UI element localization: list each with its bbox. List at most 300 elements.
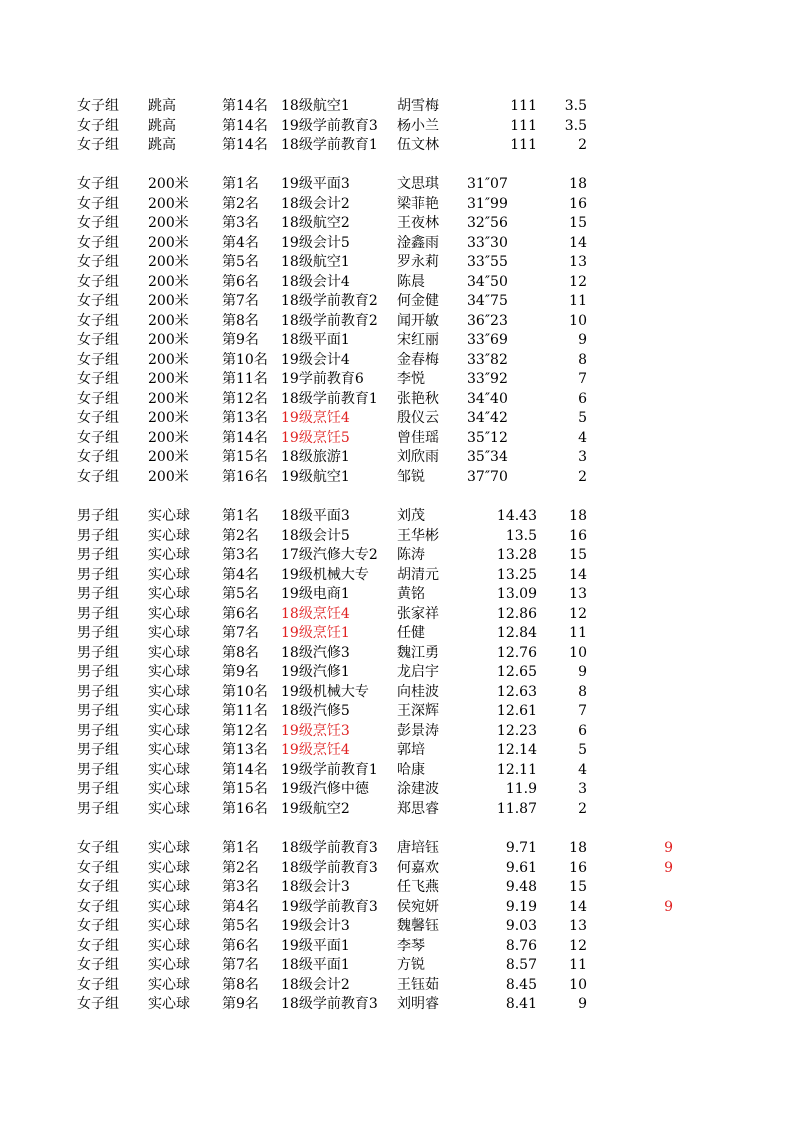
result-cell: 9.48: [505, 879, 537, 895]
section-shot-women: [0, 839, 793, 1015]
rank-cell: 第11名: [222, 703, 268, 719]
points-cell: 11: [569, 957, 587, 973]
group-cell: 男子组: [77, 800, 119, 817]
section-shot-men: [0, 507, 793, 819]
group-cell: 女子组: [77, 98, 119, 114]
group-cell: 女子组: [77, 137, 119, 153]
athlete-name-cell: 向桂波: [397, 683, 439, 700]
event-cell: 跳高: [148, 137, 176, 153]
table-row: [0, 859, 793, 879]
class-cell: 19级平面1: [281, 937, 350, 954]
class-cell: 19级学前教育3: [281, 898, 378, 915]
points-cell: 10: [569, 312, 587, 329]
event-cell: 实心球: [148, 996, 190, 1012]
group-cell: 女子组: [77, 918, 119, 934]
group-cell: 男子组: [77, 683, 119, 700]
class-cell: 19级汽修1: [281, 664, 350, 680]
table-row: [0, 937, 793, 957]
rank-cell: 第16名: [222, 800, 268, 817]
group-cell: 男子组: [77, 566, 119, 583]
athlete-name-cell: 闻开敏: [397, 312, 439, 329]
table-row: [0, 546, 793, 566]
event-cell: 实心球: [148, 976, 190, 993]
group-cell: 女子组: [77, 351, 119, 368]
group-cell: 女子组: [77, 879, 119, 895]
athlete-name-cell: 何嘉欢: [397, 859, 439, 876]
group-cell: 女子组: [77, 293, 119, 309]
event-cell: 200米: [148, 390, 189, 407]
points-cell: 6: [578, 390, 587, 407]
athlete-name-cell: 杨小兰: [397, 117, 439, 134]
class-cell: 19级烹饪5: [281, 429, 350, 446]
points-cell: 9: [578, 996, 587, 1012]
athlete-name-cell: 梁菲艳: [397, 195, 439, 212]
points-cell: 15: [569, 215, 587, 231]
time-cell: 34″75: [467, 293, 508, 309]
time-cell: 35″12: [467, 429, 508, 446]
athlete-name-cell: 殷仪云: [397, 410, 439, 426]
group-cell: 女子组: [77, 254, 119, 270]
athlete-name-cell: 宋红丽: [397, 332, 439, 348]
table-row: [0, 448, 793, 468]
rank-cell: 第13名: [222, 742, 268, 758]
class-cell: 19级会计3: [281, 918, 350, 934]
group-cell: 男子组: [77, 722, 119, 739]
table-row: [0, 898, 793, 918]
points-cell: 5: [578, 742, 587, 758]
points-cell: 15: [569, 547, 587, 563]
class-cell: 19级学前教育1: [281, 761, 378, 778]
result-cell: 111: [510, 98, 537, 114]
group-cell: 男子组: [77, 781, 119, 797]
time-cell: 33″55: [467, 254, 508, 270]
event-cell: 实心球: [148, 566, 190, 583]
points-cell: 8: [578, 683, 587, 700]
points-cell: 4: [578, 761, 587, 778]
group-cell: 女子组: [77, 312, 119, 329]
time-cell: 33″82: [467, 351, 508, 368]
table-row: [0, 741, 793, 761]
points-cell: 6: [578, 722, 587, 739]
result-cell: 12.14: [496, 742, 537, 758]
rank-cell: 第2名: [222, 859, 259, 876]
athlete-name-cell: 陈涛: [397, 547, 425, 563]
time-cell: 33″69: [467, 332, 508, 348]
group-cell: 男子组: [77, 586, 119, 602]
event-cell: 实心球: [148, 859, 190, 876]
result-cell: 9.03: [505, 918, 537, 934]
event-cell: 跳高: [148, 98, 176, 114]
group-cell: 男子组: [77, 703, 119, 719]
class-cell: 18级平面1: [281, 957, 350, 973]
result-cell: 8.41: [505, 996, 537, 1012]
group-cell: 女子组: [77, 195, 119, 212]
rank-cell: 第5名: [222, 918, 259, 934]
class-cell: 18级航空1: [281, 254, 350, 270]
points-cell: 15: [569, 879, 587, 895]
group-cell: 女子组: [77, 449, 119, 465]
table-row: [0, 136, 793, 156]
athlete-name-cell: 刘欣雨: [397, 449, 439, 465]
class-cell: 18级学前教育3: [281, 996, 378, 1012]
class-cell: 19级航空1: [281, 468, 350, 485]
athlete-name-cell: 罗永莉: [397, 254, 439, 270]
rank-cell: 第13名: [222, 410, 268, 426]
class-cell: 19级机械大专: [281, 683, 369, 700]
time-cell: 34″50: [467, 273, 508, 290]
group-cell: 女子组: [77, 996, 119, 1012]
group-cell: 男子组: [77, 742, 119, 758]
points-cell: 16: [569, 527, 587, 544]
athlete-name-cell: 何金健: [397, 293, 439, 309]
athlete-name-cell: 张艳秋: [397, 390, 439, 407]
rank-cell: 第6名: [222, 605, 259, 622]
table-row: [0, 409, 793, 429]
result-cell: 9.19: [505, 898, 537, 915]
points-cell: 11: [569, 625, 587, 641]
group-cell: 女子组: [77, 273, 119, 290]
result-cell: 12.23: [496, 722, 537, 739]
rank-cell: 第15名: [222, 449, 268, 465]
event-cell: 200米: [148, 371, 189, 387]
event-cell: 200米: [148, 468, 189, 485]
class-cell: 18级学前教育3: [281, 859, 378, 876]
event-cell: 200米: [148, 351, 189, 368]
table-row: [0, 429, 793, 449]
result-cell: 13.25: [496, 566, 537, 583]
event-cell: 200米: [148, 429, 189, 446]
rank-cell: 第5名: [222, 254, 259, 270]
group-cell: 女子组: [77, 957, 119, 973]
table-row: [0, 390, 793, 410]
event-cell: 实心球: [148, 703, 190, 719]
rank-cell: 第3名: [222, 879, 259, 895]
table-row: [0, 312, 793, 332]
points-cell: 16: [569, 195, 587, 212]
points-cell: 5: [578, 410, 587, 426]
table-row: [0, 292, 793, 312]
table-row: [0, 839, 793, 859]
event-cell: 200米: [148, 215, 189, 231]
points-cell: 10: [569, 644, 587, 661]
group-cell: 男子组: [77, 761, 119, 778]
class-cell: 19级航空2: [281, 800, 350, 817]
event-cell: 实心球: [148, 586, 190, 602]
table-row: [0, 683, 793, 703]
points-cell: 3: [578, 449, 587, 465]
result-cell: 11.87: [496, 800, 537, 817]
result-cell: 12.63: [496, 683, 537, 700]
event-cell: 200米: [148, 410, 189, 426]
rank-cell: 第12名: [222, 722, 268, 739]
points-cell: 13: [569, 254, 587, 270]
athlete-name-cell: 侯宛妍: [397, 898, 439, 915]
class-cell: 19学前教育6: [281, 371, 364, 387]
class-cell: 19级会计4: [281, 351, 350, 368]
group-cell: 女子组: [77, 937, 119, 954]
points-cell: 3.5: [564, 98, 587, 114]
table-row: [0, 175, 793, 195]
extra-mark-cell: 9: [664, 840, 673, 856]
athlete-name-cell: 李悦: [397, 371, 425, 387]
group-cell: 男子组: [77, 527, 119, 544]
class-cell: 18级汽修3: [281, 644, 350, 661]
athlete-name-cell: 胡雪梅: [397, 98, 439, 114]
event-cell: 实心球: [148, 781, 190, 797]
class-cell: 18级会计2: [281, 195, 350, 212]
event-cell: 200米: [148, 332, 189, 348]
athlete-name-cell: 文思琪: [397, 176, 439, 192]
result-cell: 12.61: [496, 703, 537, 719]
athlete-name-cell: 任健: [397, 625, 425, 641]
points-cell: 18: [569, 508, 587, 524]
event-cell: 实心球: [148, 508, 190, 524]
points-cell: 12: [569, 605, 587, 622]
event-cell: 200米: [148, 293, 189, 309]
extra-mark-cell: 9: [664, 898, 673, 915]
rank-cell: 第14名: [222, 761, 268, 778]
table-row: [0, 566, 793, 586]
group-cell: 女子组: [77, 390, 119, 407]
result-cell: 111: [510, 137, 537, 153]
table-row: [0, 253, 793, 273]
group-cell: 女子组: [77, 176, 119, 192]
athlete-name-cell: 彭景涛: [397, 722, 439, 739]
athlete-name-cell: 刘茂: [397, 508, 425, 524]
rank-cell: 第14名: [222, 429, 268, 446]
group-cell: 女子组: [77, 234, 119, 251]
result-cell: 8.45: [505, 976, 537, 993]
rank-cell: 第7名: [222, 625, 259, 641]
rank-cell: 第1名: [222, 508, 259, 524]
points-cell: 2: [578, 800, 587, 817]
event-cell: 实心球: [148, 605, 190, 622]
athlete-name-cell: 金春梅: [397, 351, 439, 368]
class-cell: 18级学前教育1: [281, 390, 378, 407]
result-cell: 12.84: [496, 625, 537, 641]
athlete-name-cell: 魏江勇: [397, 644, 439, 661]
points-cell: 12: [569, 937, 587, 954]
athlete-name-cell: 刘明睿: [397, 996, 439, 1012]
rank-cell: 第7名: [222, 957, 259, 973]
class-cell: 19级烹饪3: [281, 722, 350, 739]
class-cell: 19级烹饪4: [281, 410, 350, 426]
rank-cell: 第10名: [222, 683, 268, 700]
table-row: [0, 644, 793, 664]
result-cell: 12.86: [496, 605, 537, 622]
result-cell: 8.76: [505, 937, 537, 954]
result-cell: 9.61: [505, 859, 537, 876]
event-cell: 实心球: [148, 840, 190, 856]
athlete-name-cell: 伍文林: [397, 137, 439, 153]
points-cell: 18: [569, 840, 587, 856]
rank-cell: 第4名: [222, 566, 259, 583]
points-cell: 2: [578, 468, 587, 485]
points-cell: 14: [569, 234, 587, 251]
rank-cell: 第1名: [222, 176, 259, 192]
table-row: [0, 976, 793, 996]
group-cell: 男子组: [77, 547, 119, 563]
section-high-jump-women: [0, 97, 793, 156]
result-cell: 11.9: [505, 781, 537, 797]
athlete-name-cell: 陈晨: [397, 273, 425, 290]
points-cell: 3: [578, 781, 587, 797]
rank-cell: 第9名: [222, 332, 259, 348]
class-cell: 18级汽修5: [281, 703, 350, 719]
result-cell: 13.09: [496, 586, 537, 602]
time-cell: 32″56: [467, 215, 508, 231]
class-cell: 18级平面3: [281, 508, 350, 524]
rank-cell: 第1名: [222, 840, 259, 856]
time-cell: 37″70: [467, 468, 508, 485]
table-row: [0, 780, 793, 800]
group-cell: 男子组: [77, 508, 119, 524]
event-cell: 200米: [148, 254, 189, 270]
rank-cell: 第14名: [222, 117, 268, 134]
table-row: [0, 117, 793, 137]
athlete-name-cell: 王华彬: [397, 527, 439, 544]
group-cell: 男子组: [77, 605, 119, 622]
class-cell: 19级烹饪1: [281, 625, 350, 641]
points-cell: 11: [569, 293, 587, 309]
athlete-name-cell: 黄铭: [397, 586, 425, 602]
group-cell: 女子组: [77, 468, 119, 485]
class-cell: 19级学前教育3: [281, 117, 378, 134]
athlete-name-cell: 李琴: [397, 937, 425, 954]
points-cell: 2: [578, 137, 587, 153]
time-cell: 34″42: [467, 410, 508, 426]
class-cell: 18级学前教育1: [281, 137, 378, 153]
points-cell: 9: [578, 332, 587, 348]
table-row: [0, 956, 793, 976]
result-cell: 12.76: [496, 644, 537, 661]
athlete-name-cell: 王钰茹: [397, 976, 439, 993]
event-cell: 200米: [148, 449, 189, 465]
event-cell: 实心球: [148, 879, 190, 895]
event-cell: 实心球: [148, 761, 190, 778]
table-row: [0, 663, 793, 683]
points-cell: 9: [578, 664, 587, 680]
athlete-name-cell: 淦鑫雨: [397, 234, 439, 251]
rank-cell: 第14名: [222, 98, 268, 114]
points-cell: 13: [569, 586, 587, 602]
athlete-name-cell: 张家祥: [397, 605, 439, 622]
rank-cell: 第8名: [222, 644, 259, 661]
group-cell: 男子组: [77, 644, 119, 661]
points-cell: 13: [569, 918, 587, 934]
class-cell: 17级汽修大专2: [281, 547, 378, 563]
class-cell: 18级学前教育2: [281, 293, 378, 309]
result-cell: 14.43: [496, 508, 537, 524]
athlete-name-cell: 郑思睿: [397, 800, 439, 817]
rank-cell: 第15名: [222, 781, 268, 797]
athlete-name-cell: 魏馨钰: [397, 918, 439, 934]
event-cell: 200米: [148, 176, 189, 192]
class-cell: 19级会计5: [281, 234, 350, 251]
group-cell: 女子组: [77, 332, 119, 348]
extra-mark-cell: 9: [664, 859, 673, 876]
class-cell: 18级烹饪4: [281, 605, 350, 622]
class-cell: 19级机械大专: [281, 566, 369, 583]
table-row: [0, 605, 793, 625]
time-cell: 36″23: [467, 312, 508, 329]
group-cell: 女子组: [77, 215, 119, 231]
event-cell: 实心球: [148, 683, 190, 700]
table-row: [0, 331, 793, 351]
rank-cell: 第6名: [222, 937, 259, 954]
athlete-name-cell: 王深辉: [397, 703, 439, 719]
athlete-name-cell: 胡清元: [397, 566, 439, 583]
rank-cell: 第8名: [222, 976, 259, 993]
table-row: [0, 624, 793, 644]
rank-cell: 第4名: [222, 234, 259, 251]
points-cell: 18: [569, 176, 587, 192]
rank-cell: 第7名: [222, 293, 259, 309]
class-cell: 19级烹饪4: [281, 742, 350, 758]
rank-cell: 第14名: [222, 137, 268, 153]
athlete-name-cell: 郭培: [397, 742, 425, 758]
points-cell: 16: [569, 859, 587, 876]
event-cell: 实心球: [148, 527, 190, 544]
athlete-name-cell: 王夜林: [397, 215, 439, 231]
points-cell: 8: [578, 351, 587, 368]
athlete-name-cell: 哈康: [397, 761, 425, 778]
class-cell: 18级航空2: [281, 215, 350, 231]
event-cell: 实心球: [148, 918, 190, 934]
rank-cell: 第12名: [222, 390, 268, 407]
class-cell: 18级旅游1: [281, 449, 350, 465]
class-cell: 18级会计2: [281, 976, 350, 993]
event-cell: 实心球: [148, 547, 190, 563]
athlete-name-cell: 唐培钰: [397, 840, 439, 856]
rank-cell: 第10名: [222, 351, 268, 368]
event-cell: 实心球: [148, 800, 190, 817]
table-row: [0, 273, 793, 293]
table-row: [0, 917, 793, 937]
class-cell: 18级航空1: [281, 98, 350, 114]
class-cell: 18级会计4: [281, 273, 350, 290]
table-row: [0, 702, 793, 722]
rank-cell: 第5名: [222, 586, 259, 602]
rank-cell: 第3名: [222, 215, 259, 231]
points-cell: 4: [578, 429, 587, 446]
table-row: [0, 585, 793, 605]
points-cell: 12: [569, 273, 587, 290]
group-cell: 男子组: [77, 625, 119, 641]
table-row: [0, 351, 793, 371]
athlete-name-cell: 邹锐: [397, 468, 425, 485]
rank-cell: 第16名: [222, 468, 268, 485]
athlete-name-cell: 曾佳瑶: [397, 429, 439, 446]
rank-cell: 第6名: [222, 273, 259, 290]
table-row: [0, 468, 793, 488]
table-row: [0, 97, 793, 117]
points-cell: 7: [578, 371, 587, 387]
event-cell: 实心球: [148, 664, 190, 680]
event-cell: 实心球: [148, 957, 190, 973]
time-cell: 35″34: [467, 449, 508, 465]
event-cell: 实心球: [148, 937, 190, 954]
time-cell: 31″07: [467, 176, 508, 192]
table-row: [0, 214, 793, 234]
group-cell: 女子组: [77, 117, 119, 134]
time-cell: 33″92: [467, 371, 508, 387]
class-cell: 18级会计3: [281, 879, 350, 895]
rank-cell: 第9名: [222, 996, 259, 1012]
result-cell: 13.5: [505, 527, 537, 544]
event-cell: 实心球: [148, 644, 190, 661]
event-cell: 实心球: [148, 898, 190, 915]
